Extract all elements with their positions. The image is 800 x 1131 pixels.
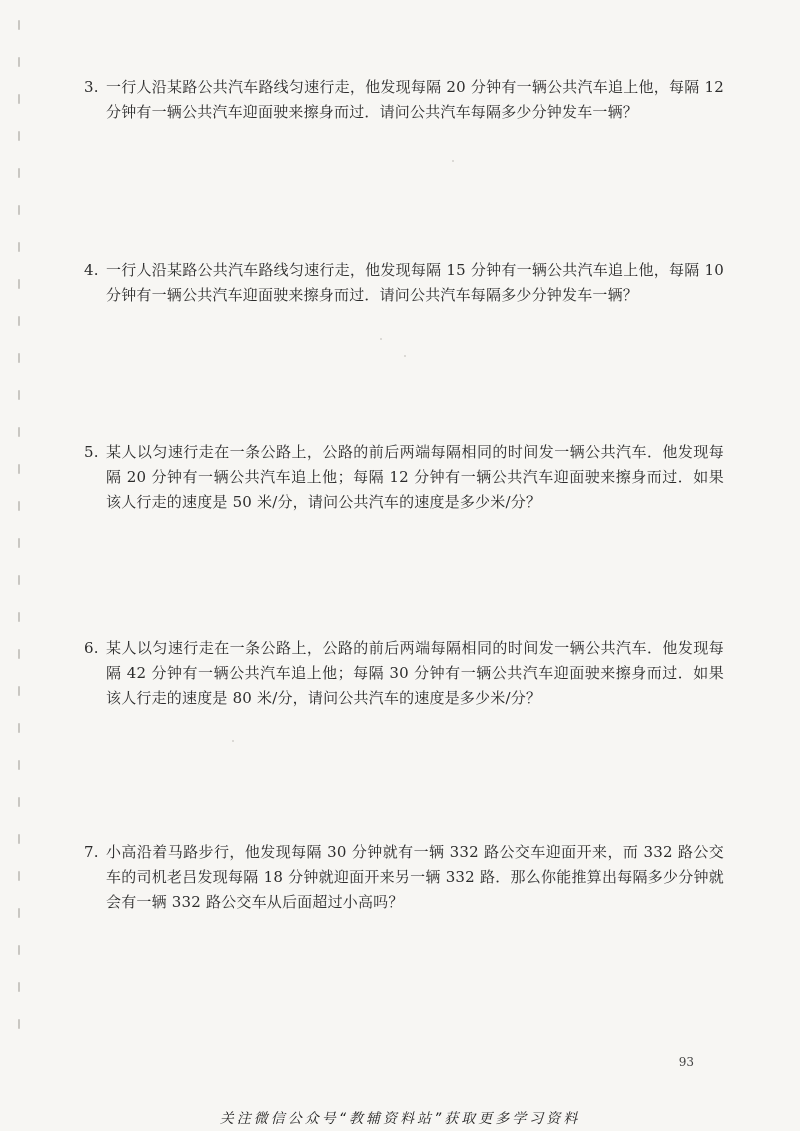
scan-speck bbox=[380, 338, 382, 340]
problem-number: 4. bbox=[84, 261, 99, 279]
problem-5 bbox=[84, 440, 724, 515]
problem-text: 某人以匀速行走在一条公路上，公路的前后两端每隔相同的时间发一辆公共汽车．他发现每隔 42 分钟有一辆公共汽车追上他；每隔 30 分钟有一辆公共汽车迎面驶来擦身而过．如果该人行走的速度是 80 米/分，请问公共汽车的速度是多少米/分？ bbox=[106, 639, 724, 707]
scan-speck bbox=[232, 740, 234, 742]
problem-number: 7. bbox=[84, 843, 99, 861]
problem-text: 某人以匀速行走在一条公路上，公路的前后两端每隔相同的时间发一辆公共汽车．他发现每隔 20 分钟有一辆公共汽车追上他；每隔 12 分钟有一辆公共汽车迎面驶来擦身而过．如果该人行走的速度是 50 米/分，请问公共汽车的速度是多少米/分？ bbox=[106, 443, 724, 511]
problem-number: 5. bbox=[84, 443, 99, 461]
problem-number: 6. bbox=[84, 639, 99, 657]
scan-speck bbox=[452, 160, 454, 162]
scan-speck bbox=[404, 355, 406, 357]
problem-text: 一行人沿某路公共汽车路线匀速行走，他发现每隔 15 分钟有一辆公共汽车追上他，每隔 10 分钟有一辆公共汽车迎面驶来擦身而过．请问公共汽车每隔多少分钟发车一辆？ bbox=[106, 261, 724, 304]
problem-3 bbox=[84, 75, 724, 125]
problem-4 bbox=[84, 258, 724, 308]
problem-6 bbox=[84, 636, 724, 711]
problem-7 bbox=[84, 840, 724, 915]
footer-note: 关注微信公众号“教辅资料站”获取更多学习资料 bbox=[219, 1111, 581, 1127]
page-number: 93 bbox=[678, 1055, 694, 1069]
problem-text: 小高沿着马路步行，他发现每隔 30 分钟就有一辆 332 路公交车迎面开来，而 332 路公交车的司机老吕发现每隔 18 分钟就迎面开来另一辆 332 路．那么你能推算出每隔多少分钟就会有一辆 332 路公交车从后面超过小高吗？ bbox=[106, 843, 724, 911]
binding-marks bbox=[18, 20, 24, 1100]
problem-number: 3. bbox=[84, 78, 99, 96]
problem-text: 一行人沿某路公共汽车路线匀速行走，他发现每隔 20 分钟有一辆公共汽车追上他，每隔 12 分钟有一辆公共汽车迎面驶来擦身而过．请问公共汽车每隔多少分钟发车一辆？ bbox=[106, 78, 724, 121]
